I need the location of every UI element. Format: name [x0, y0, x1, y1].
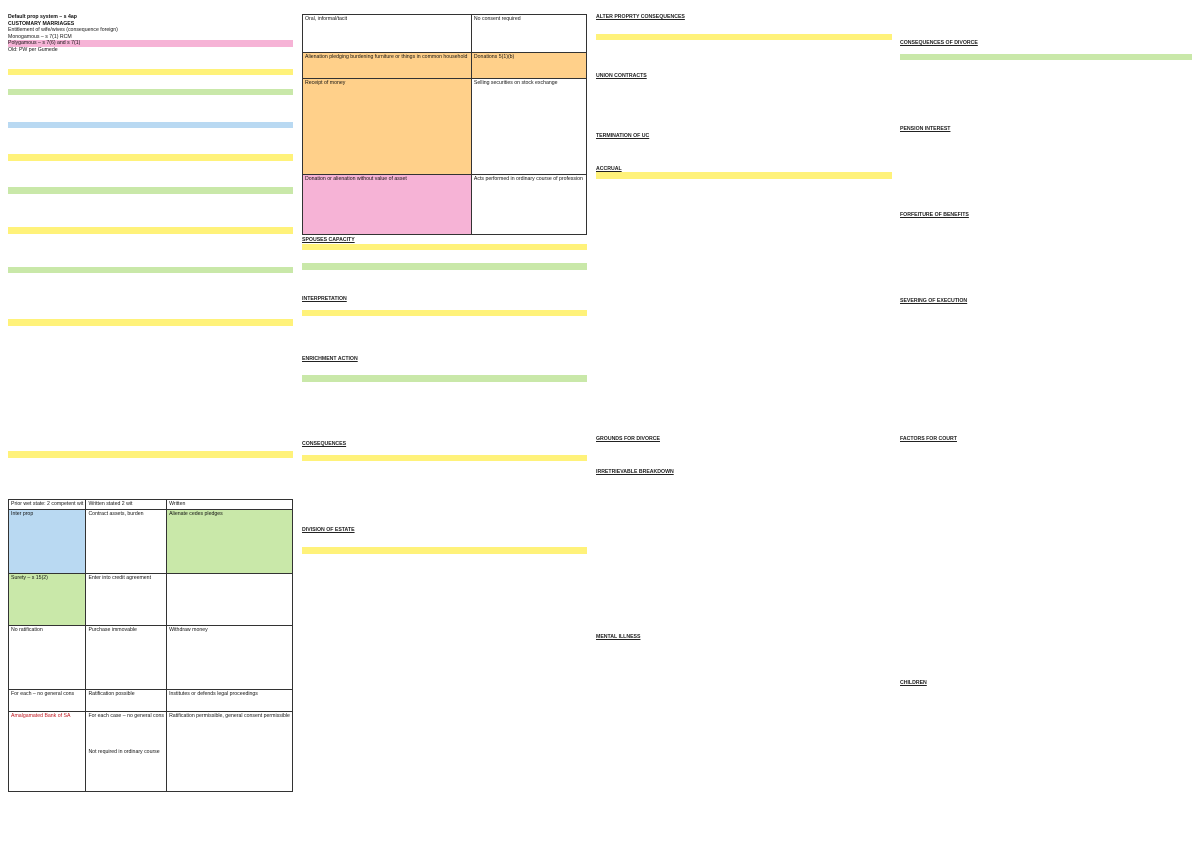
consent-requirements-table [8, 499, 293, 791]
section-heading: DIVISION OF ESTATE [302, 527, 355, 534]
col1-body-text [8, 56, 293, 498]
table-header-cell: Written [167, 500, 293, 509]
column-2 [302, 14, 587, 843]
section-heading: FORFEITURE OF BENEFITS [900, 211, 969, 218]
table-header-cell: Written stated 2 wit [86, 500, 167, 509]
column-4 [900, 14, 1192, 843]
section-heading: ENRICHMENT ACTION [302, 355, 358, 362]
table-cell-text: For each case – no general cons [88, 712, 164, 719]
table-cell: For each – no general cons [9, 689, 86, 711]
section-heading: PENSION INTEREST [900, 126, 951, 133]
table-cell: Oral, informal/tacit [303, 15, 472, 53]
section-heading: GROUNDS FOR DIVORCE [596, 436, 660, 442]
table-cell: Selling securities on stock exchange [471, 79, 586, 175]
table-cell: Ratification permissible, general consent permissible [167, 711, 293, 791]
section-heading: SEVERING OF EXECUTION [900, 297, 968, 304]
table-row [9, 711, 293, 791]
table-cell: Alienation pledging burdening furniture or things in common household [303, 53, 472, 79]
col1-line: Monogamous – s 7(1) RCM [8, 33, 72, 40]
col4-body-text [900, 14, 1192, 792]
section-heading: FACTORS FOR COURT [900, 436, 957, 442]
table-cell: Donations 5(1)(b) [471, 53, 586, 79]
table-row [9, 500, 293, 509]
col2-body-text [302, 237, 587, 843]
table-cell [167, 573, 293, 625]
section-heading: IRRETRIEVABLE BREAKDOWN [596, 468, 674, 475]
section-heading: ALTER PROPRTY CONSEQUENCES [596, 14, 685, 20]
section-heading: MENTAL ILLNESS [596, 633, 641, 640]
spouse-acts-table [302, 14, 587, 235]
col1-line: Entitlement of wife/wives (consequence foreign) [8, 27, 118, 34]
section-heading: TERMINATION OF UC [596, 132, 650, 139]
table-cell [86, 711, 167, 791]
table-cell: Surety – s 15(2) [9, 573, 86, 625]
table-cell: Ratification possible [86, 689, 167, 711]
section-heading: CONSEQUENCES OF DIVORCE [900, 40, 978, 47]
table-row [9, 509, 293, 573]
section-heading: INTERPRETATION [302, 296, 347, 303]
table-row [303, 53, 587, 79]
table-cell: Acts performed in ordinary course of profession [471, 175, 586, 235]
table-cell: Institutes or defends legal proceedings [167, 689, 293, 711]
column-1 [8, 14, 293, 843]
table-cell: Purchase immovable [86, 625, 167, 689]
col1-line: Old: PW per Gumede [8, 46, 58, 53]
table-cell: Alienate cedes pledges [167, 509, 293, 573]
table-row [303, 15, 587, 53]
section-heading: ACCRUAL [596, 165, 622, 172]
table-cell: Enter into credit agreement [86, 573, 167, 625]
table-cell: Withdraw money [167, 625, 293, 689]
col1-highlight: Polygamous – s 7(6) and s 7(1) [8, 40, 293, 47]
table-cell: Receipt of money [303, 79, 472, 175]
section-heading: CHILDREN [900, 679, 927, 686]
table-cell: No consent required [471, 15, 586, 53]
col1-subheading: CUSTOMARY MARRIAGES [8, 20, 75, 27]
col1-heading: Default prop system – s 4ap [8, 14, 77, 20]
table-row [9, 625, 293, 689]
table-cell: No ratification [9, 625, 86, 689]
section-heading: UNION CONTRACTS [596, 73, 647, 80]
section-heading: CONSEQUENCES [302, 441, 347, 448]
col3-body-text [596, 14, 892, 772]
column-3 [596, 14, 892, 843]
table-cell-text: Not required in ordinary course [88, 749, 160, 756]
table-row [9, 573, 293, 625]
table-row [303, 175, 587, 235]
table-header-cell: Prior wet state: 2 competent wit [9, 500, 86, 509]
table-cell: Amalgamated Bank of SA [9, 711, 86, 791]
table-cell: Inter prop [9, 509, 86, 573]
table-row [9, 689, 293, 711]
table-cell: Contract assets, burden [86, 509, 167, 573]
section-heading: SPOUSES CAPACITY [302, 237, 355, 243]
table-cell: Donation or alienation without value of asset [303, 175, 472, 235]
table-row [303, 79, 587, 175]
